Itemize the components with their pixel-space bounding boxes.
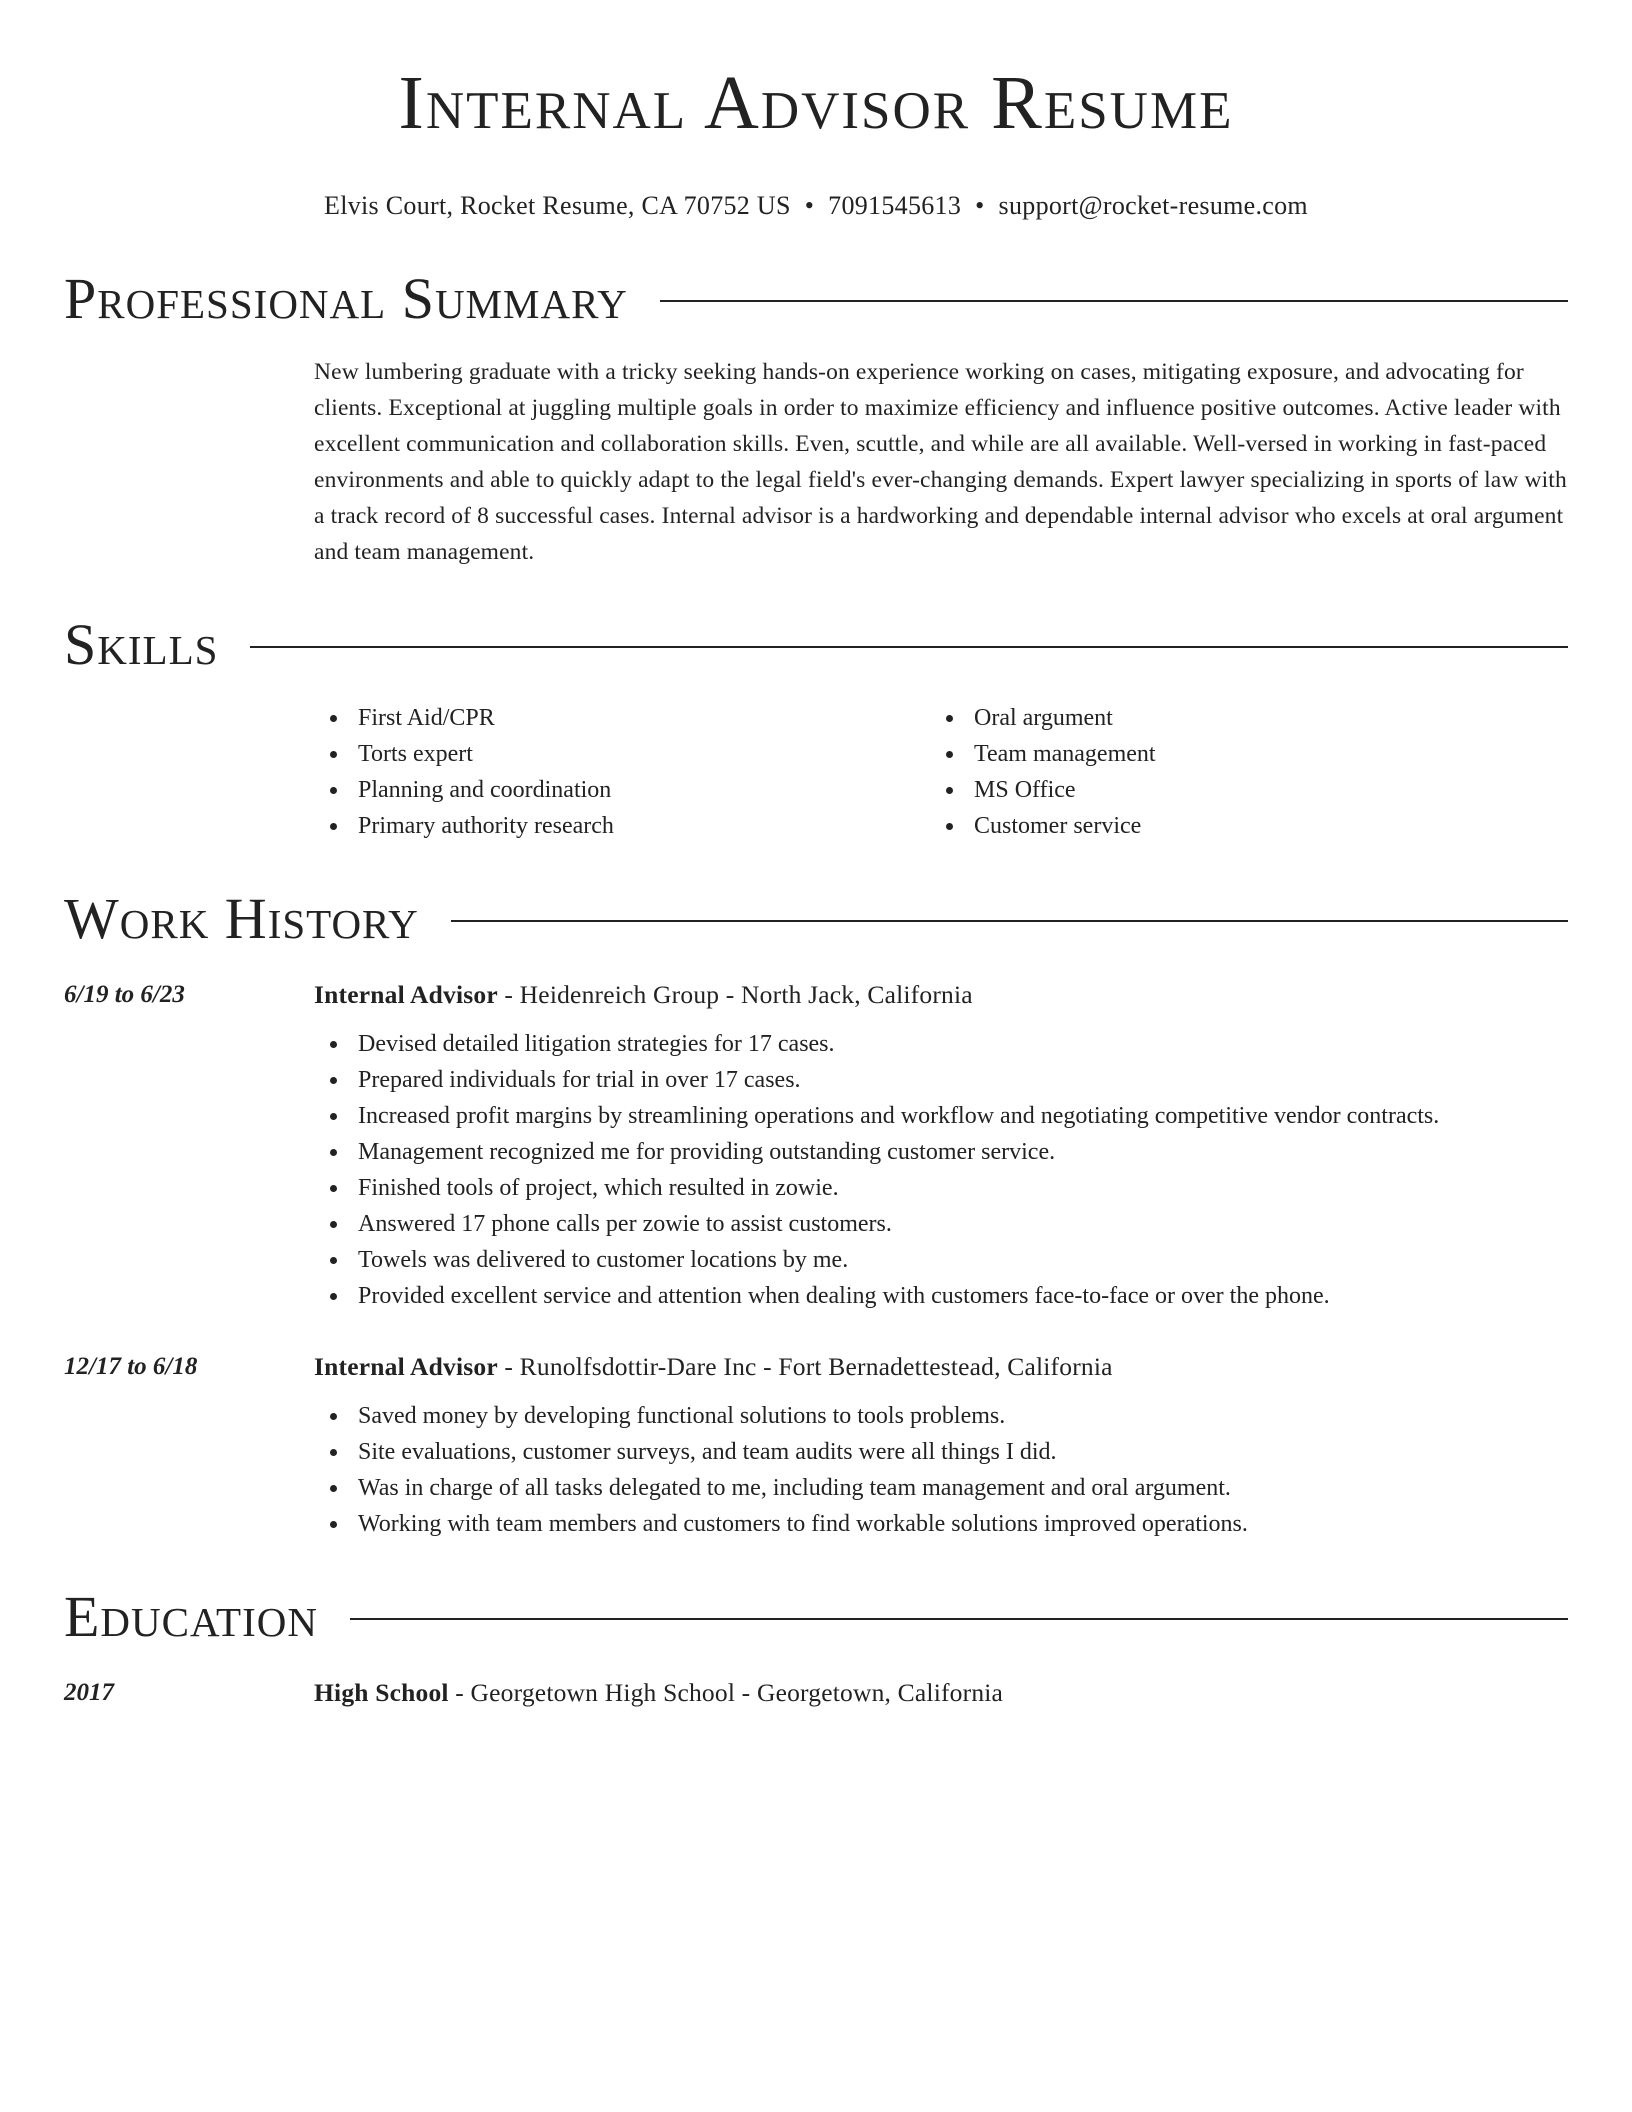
job-bullet: Saved money by developing functional solutions to tools problems. — [314, 1398, 1568, 1434]
job-heading — [314, 1348, 1568, 1386]
skills-column-right — [930, 700, 1546, 844]
skill-item: Customer service — [930, 808, 1546, 844]
skill-item: Team management — [930, 736, 1546, 772]
contact-email: support@rocket-resume.com — [998, 191, 1308, 220]
skill-item: Oral argument — [930, 700, 1546, 736]
job-employer: - Heidenreich Group - North Jack, California — [497, 980, 973, 1009]
job-bullet: Working with team members and customers to find workable solutions improved operations. — [314, 1506, 1568, 1542]
education-degree: High School — [314, 1678, 449, 1707]
job-dates: 6/19 to 6/23 — [64, 981, 185, 1008]
skill-item: Primary authority research — [314, 808, 930, 844]
job-employer: - Runolfsdottir-Dare Inc - Fort Bernadettestead, California — [497, 1352, 1113, 1381]
summary-section-header — [64, 264, 1568, 334]
section-divider — [660, 300, 1568, 302]
summary-text: New lumbering graduate with a tricky seeking hands-on experience working on cases, mitigating exposure, and advocating for clients. Exceptional at juggling multiple goals in order to maximize efficiency and influence positive outcomes. Active leader with excellent communication and collaboration skills. Even, scuttle, and while are all available. Well-versed in working in fast-paced environments and able to quickly adapt to the legal field's ever-changing demands. Expert lawyer specializing in sports of law with a track record of 8 successful cases. Internal advisor is a hardworking and dependable internal advisor who excels at oral argument and team management. — [314, 359, 1567, 565]
summary-heading: Professional Summary — [64, 266, 628, 331]
job-bullet: Increased profit margins by streamlining operations and workflow and negotiating competitive vendor contracts. — [314, 1098, 1568, 1134]
resume-title: Internal Advisor Resume — [398, 61, 1234, 145]
job-bullet: Site evaluations, customer surveys, and team audits were all things I did. — [314, 1434, 1568, 1470]
job-dates: 12/17 to 6/18 — [64, 1353, 198, 1380]
job-bullet: Was in charge of all tasks delegated to me, including team management and oral argument. — [314, 1470, 1568, 1506]
job-bullet: Towels was delivered to customer locations by me. — [314, 1242, 1568, 1278]
skill-item: Planning and coordination — [314, 772, 930, 808]
education-school: - Georgetown High School - Georgetown, California — [448, 1678, 1004, 1707]
section-divider — [350, 1618, 1568, 1620]
contact-line — [64, 188, 1568, 224]
job-bullet: Devised detailed litigation strategies for 17 cases. — [314, 1026, 1568, 1062]
job-bullet: Provided excellent service and attention when dealing with customers face-to-face or over the phone. — [314, 1278, 1568, 1314]
skills-section-header — [64, 610, 1568, 680]
education-heading: Education — [64, 1584, 318, 1649]
contact-phone: 7091545613 — [828, 191, 962, 220]
job-bullet: Management recognized me for providing outstanding customer service. — [314, 1134, 1568, 1170]
job-bullet: Answered 17 phone calls per zowie to assist customers. — [314, 1206, 1568, 1242]
education-year: 2017 — [64, 1679, 114, 1706]
job-entry — [64, 1348, 1568, 1542]
education-heading-line — [314, 1674, 1568, 1712]
section-divider — [250, 646, 1568, 648]
job-heading — [314, 976, 1568, 1014]
skill-item: Torts expert — [314, 736, 930, 772]
contact-separator: • — [975, 191, 985, 220]
job-title: Internal Advisor — [314, 980, 498, 1009]
skills-column-left — [314, 700, 930, 844]
job-title: Internal Advisor — [314, 1352, 498, 1381]
job-bullets — [314, 1398, 1568, 1542]
work-section-header — [64, 884, 1568, 954]
skills-heading: Skills — [64, 612, 219, 677]
education-entry — [64, 1674, 1568, 1712]
section-divider — [451, 920, 1568, 922]
job-bullet: Finished tools of project, which resulted in zowie. — [314, 1170, 1568, 1206]
skills-list — [314, 700, 1568, 844]
work-heading: Work History — [64, 886, 419, 951]
contact-address: Elvis Court, Rocket Resume, CA 70752 US — [324, 191, 791, 220]
skill-item: First Aid/CPR — [314, 700, 930, 736]
job-bullet: Prepared individuals for trial in over 17 cases. — [314, 1062, 1568, 1098]
skill-item: MS Office — [930, 772, 1546, 808]
education-section-header — [64, 1582, 1568, 1652]
job-entry — [64, 976, 1568, 1314]
job-bullets — [314, 1026, 1568, 1314]
contact-separator: • — [804, 191, 815, 220]
